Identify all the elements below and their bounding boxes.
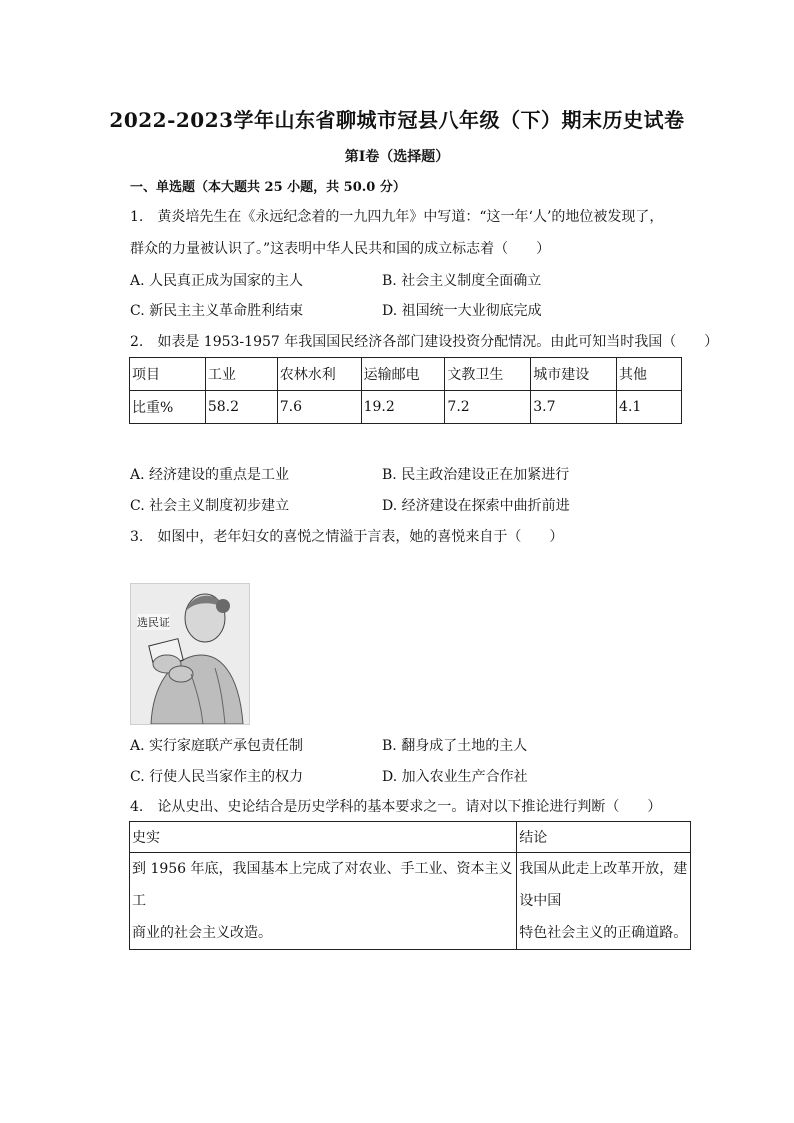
table-cell: 城市建设 xyxy=(531,358,617,391)
conclusion-line: 特色社会主义的正确道路。 xyxy=(519,925,688,941)
photo-caption: 选民证 xyxy=(137,616,170,629)
table-row xyxy=(130,391,682,424)
table-cell: 7.6 xyxy=(277,391,361,424)
table-header-row xyxy=(130,822,691,853)
exam-title: 2022-2023学年山东省聊城市冠县八年级（下）期末历史试卷 xyxy=(109,108,685,132)
q2-investment-table xyxy=(129,357,682,424)
table-cell: 7.2 xyxy=(445,391,531,424)
q1-option-c: C. 新民主主义革命胜利结束 xyxy=(130,303,304,319)
table-cell: 文教卫生 xyxy=(445,358,531,391)
q1-option-b: B. 社会主义制度全面确立 xyxy=(382,273,542,289)
conclusion-line: 我国从此走上改革开放，建 xyxy=(519,861,688,877)
table-cell: 其他 xyxy=(617,358,682,391)
table-cell: 58.2 xyxy=(205,391,277,424)
q3-option-c: C. 行使人民当家作主的权力 xyxy=(130,769,304,785)
table-cell: 工业 xyxy=(205,358,277,391)
table-cell: 4.1 xyxy=(617,391,682,424)
table-cell: 比重% xyxy=(130,391,206,424)
table-cell: 3.7 xyxy=(531,391,617,424)
table-cell: 项目 xyxy=(130,358,206,391)
table-row xyxy=(130,853,691,950)
table-cell: 19.2 xyxy=(361,391,445,424)
q4-fact-conclusion-table xyxy=(129,821,691,950)
elderly-woman-voter-card-photo xyxy=(130,583,250,725)
q1-option-d: D. 祖国统一大业彻底完成 xyxy=(382,303,542,319)
fact-line: 商业的社会主义改造。 xyxy=(132,925,272,941)
conclusion-cell xyxy=(517,853,691,950)
q1-stem-line1: 1. 黄炎培先生在《永远纪念着的一九四九年》中写道：“这一年‘人’的地位被发现了， xyxy=(130,209,664,225)
q2-stem: 2. 如表是 1953-1957 年我国国民经济各部门建设投资分配情况。由此可知当时我国（ ） xyxy=(130,334,719,350)
table-cell: 史实 xyxy=(130,822,517,853)
q3-option-b: B. 翻身成了土地的主人 xyxy=(382,738,528,754)
q3-stem: 3. 如图中，老年妇女的喜悦之情溢于言表，她的喜悦来自于（ ） xyxy=(130,529,564,545)
fact-cell xyxy=(130,853,517,950)
woman-illustration-icon xyxy=(131,584,249,724)
section-heading: 一、单选题（本大题共 25 小题，共 50.0 分） xyxy=(130,180,406,195)
q2-option-b: B. 民主政治建设正在加紧进行 xyxy=(382,467,570,483)
q2-option-d: D. 经济建设在探索中曲折前进 xyxy=(382,498,570,514)
q2-option-c: C. 社会主义制度初步建立 xyxy=(130,498,290,514)
table-cell: 结论 xyxy=(517,822,691,853)
q4-stem: 4. 论从史出、史论结合是历史学科的基本要求之一。请对以下推论进行判断（ ） xyxy=(130,799,662,815)
table-cell: 运输邮电 xyxy=(361,358,445,391)
table-cell: 农林水利 xyxy=(277,358,361,391)
q3-option-a: A. 实行家庭联产承包责任制 xyxy=(130,738,304,754)
table-header-row xyxy=(130,358,682,391)
exam-subtitle: 第Ⅰ卷（选择题） xyxy=(344,149,450,165)
q1-option-a: A. 人民真正成为国家的主人 xyxy=(130,273,304,289)
conclusion-line: 设中国 xyxy=(519,893,562,909)
q3-option-d: D. 加入农业生产合作社 xyxy=(382,769,528,785)
q2-option-a: A. 经济建设的重点是工业 xyxy=(130,467,290,483)
q1-stem-line2: 群众的力量被认识了。”这表明中华人民共和国的成立标志着（ ） xyxy=(130,241,551,257)
fact-line: 到 1956 年底，我国基本上完成了对农业、手工业、资本主义工 xyxy=(132,861,513,909)
